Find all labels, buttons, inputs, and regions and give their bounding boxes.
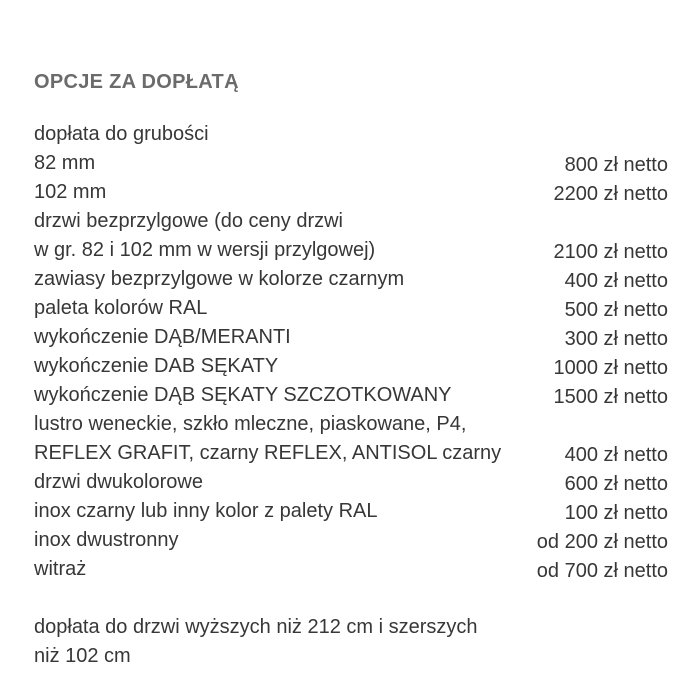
- option-price: 1500 zł netto: [553, 386, 668, 408]
- price-row: [34, 149, 668, 178]
- option-price: 400 zł netto: [564, 444, 668, 466]
- option-price: od 700 zł netto: [536, 560, 668, 582]
- price-row: [34, 410, 668, 468]
- price-row: [34, 207, 668, 265]
- option-price: 800 zł netto: [564, 154, 668, 176]
- option-price: 600 zł netto: [564, 473, 668, 495]
- option-label: 82 mm: [34, 152, 96, 174]
- option-label: lustro weneckie, szkło mleczne, piaskowane, P4, REFLEX GRAFIT, czarny REFLEX, ANTISOL czarny: [34, 413, 502, 464]
- option-price: 500 zł netto: [564, 299, 668, 321]
- price-row: [34, 497, 668, 526]
- price-rows: [34, 120, 668, 584]
- option-price: 1000 zł netto: [553, 357, 668, 379]
- option-label: wykończenie DAB SĘKATY: [34, 355, 279, 377]
- option-label: wykończenie DĄB SĘKATY SZCZOTKOWANY: [34, 384, 452, 406]
- option-price: od 200 zł netto: [536, 531, 668, 553]
- option-label: paleta kolorów RAL: [34, 297, 208, 319]
- option-price: 2100 zł netto: [553, 241, 668, 263]
- option-label: zawiasy bezprzylgowe w kolorze czarnym: [34, 268, 405, 290]
- price-row: [34, 178, 668, 207]
- option-label: inox dwustronny: [34, 529, 179, 551]
- option-price: 400 zł netto: [564, 270, 668, 292]
- option-price: 300 zł netto: [564, 328, 668, 350]
- option-label: wykończenie DĄB/MERANTI: [34, 326, 291, 348]
- footer-note: [34, 613, 668, 671]
- option-price: 2200 zł netto: [553, 183, 668, 205]
- option-label: drzwi bezprzylgowe (do ceny drzwi w gr. 82 i 102 mm w wersji przylgowej): [34, 210, 376, 261]
- price-row: [34, 323, 668, 352]
- price-row: [34, 120, 668, 149]
- option-label: drzwi dwukolorowe: [34, 471, 203, 493]
- option-label: dopłata do grubości: [34, 123, 209, 145]
- option-label: 102 mm: [34, 181, 107, 203]
- footer-note-line-2: niż 102 cm: [34, 645, 131, 667]
- price-row: [34, 265, 668, 294]
- price-row: [34, 555, 668, 584]
- price-row: [34, 468, 668, 497]
- section-title: OPCJE ZA DOPŁATĄ: [34, 71, 239, 93]
- footer-note-line-1: dopłata do drzwi wyższych niż 212 cm i szerszych: [34, 616, 478, 638]
- option-label: witraż: [34, 558, 87, 580]
- price-row: [34, 526, 668, 555]
- price-row: [34, 352, 668, 381]
- price-row: [34, 294, 668, 323]
- price-row: [34, 381, 668, 410]
- option-price: 100 zł netto: [564, 502, 668, 524]
- option-label: inox czarny lub inny kolor z palety RAL: [34, 500, 378, 522]
